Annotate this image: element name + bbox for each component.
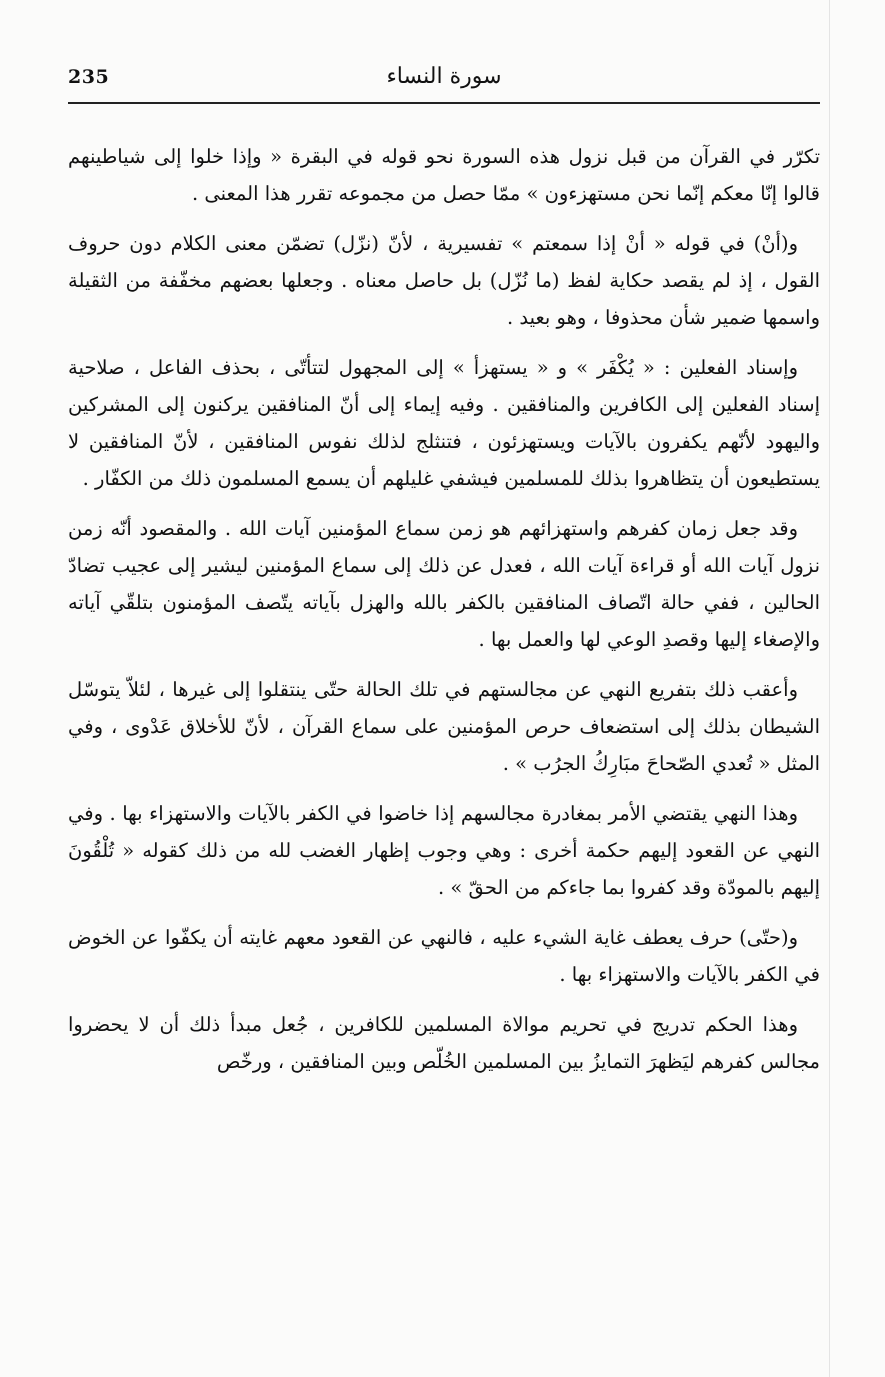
paragraph-tafri-al-nahy: وأعقب ذلك بتفريع النهي عن مجالستهم في تلك الحالة حتّى ينتقلوا إلى غيرها ، لئلاّ يتوسّل الشيطان بذلك إلى استضعاف حرص المؤمنين على سماع القرآن ، لأنّ للأخلاق عَدْوى ، وفي المثل « تُعدي الصّحاحَ مبَارِكُ الجرُب » .	[68, 678, 820, 775]
page-header	[68, 62, 820, 104]
page-number: 235	[68, 66, 110, 88]
paragraph-hatta: و(حتّى) حرف يعطف غاية الشيء عليه ، فالنهي عن القعود معهم غايته أن يكفّوا عن الخوض في الكفر بالآيات والاستهزاء بها .	[68, 926, 820, 986]
surah-title: سورة النساء	[386, 64, 502, 89]
paragraph-an-tafsiriya: و(أنْ) في قوله « أنْ إذا سمعتم » تفسيرية ، لأنّ (نزّل) تضمّن معنى الكلام دون حروف القول ، إذ لم يقصد حكاية لفظ (ما نُزّل) بل حاصل معناه . وجعلها بعضهم مخفّفة من الثقيلة واسمها ضمير شأن محذوفا ، وهو بعيد .	[68, 232, 820, 329]
page-edge-line	[829, 0, 830, 1377]
page-body	[68, 138, 820, 1093]
paragraph-continuation: تكرّر في القرآن من قبل نزول هذه السورة نحو قوله في البقرة « وإذا خلوا إلى شياطينهم قالوا إنّا معكم إنّما نحن مستهزءون » ممّا حصل من مجموعه تقرر هذا المعنى .	[68, 145, 820, 205]
paragraph-isnad-al-filayn: وإسناد الفعلين : « يُكْفَر » و « يستهزأ » إلى المجهول لتتأتّى ، بحذف الفاعل ، صلاحية إسناد الفعلين إلى الكافرين والمنافقين . وفيه إيماء إلى أنّ المنافقين يركنون إلى المشركين واليهود لأنّهم يكفرون بالآيات ويستهزئون ، فتنثلج لذلك نفوس المنافقين ، لأنّ المنافقين لا يستطيعون أن يتظاهروا بذلك للمسلمين فيشفي غليلهم أن يسمع المسلمون ذلك من الكفّار .	[68, 356, 820, 490]
paragraph-tadrij: وهذا الحكم تدريج في تحريم موالاة المسلمين للكافرين ، جُعل مبدأ ذلك أن لا يحضروا مجالس كفرهم ليَظهرَ التمايزُ بين المسلمين الخُلّص وبين المنافقين ، ورخّص	[68, 1013, 820, 1073]
paragraph-zaman-kufrihim: وقد جعل زمان كفرهم واستهزائهم هو زمن سماع المؤمنين آيات الله . والمقصود أنّه زمن نزول آيات الله أو قراءة آيات الله ، فعدل عن ذلك إلى سماع المؤمنين ليشير إلى عجيب تضادّ الحالين ، ففي حالة اتّصاف المنافقين بالكفر بالله والهزل بآياته يتّصف المؤمنون بتلقّي آياته والإصغاء إليها وقصدِ الوعي لها والعمل بها .	[68, 517, 820, 651]
paragraph-al-nahy-yaqtadi: وهذا النهي يقتضي الأمر بمغادرة مجالسهم إذا خاضوا في الكفر بالآيات والاستهزاء بها . وفي النهي عن القعود إليهم حكمة أخرى : وهي وجوب إظهار الغضب لله من ذلك كقوله « تُلْقُونَ إليهم بالمودّة وقد كفروا بما جاءكم من الحقّ » .	[68, 802, 820, 899]
